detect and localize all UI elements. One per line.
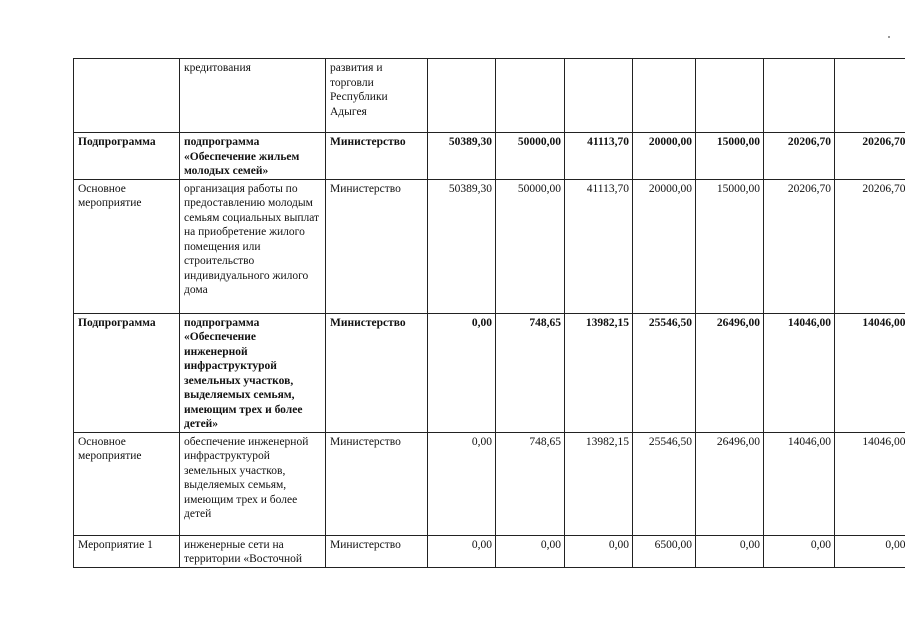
cell-type: [74, 59, 180, 133]
cell-value: 0,00: [428, 432, 496, 535]
cell-value: 14046,00: [764, 313, 835, 432]
cell-value: [764, 59, 835, 133]
table-row-main-activity: [74, 179, 905, 313]
cell-executor: Министерство: [326, 133, 428, 180]
cell-value: 6500,00: [633, 535, 696, 567]
cell-value: 748,65: [496, 313, 565, 432]
cell-value: 0,00: [764, 535, 835, 567]
cell-executor: Министерство: [326, 313, 428, 432]
cell-value: 0,00: [835, 535, 905, 567]
cell-value: [835, 59, 905, 133]
cell-value: 15000,00: [696, 179, 764, 313]
cell-value: 0,00: [565, 535, 633, 567]
cell-name: обеспечение инженерной инфраструктурой земельных участков, выделяемых семьям, имеющим трех и более детей: [180, 432, 326, 535]
cell-value: [428, 59, 496, 133]
cell-name: кредитования: [180, 59, 326, 133]
cell-type: Основное мероприятие: [74, 432, 180, 535]
cell-value: 50000,00: [496, 179, 565, 313]
cell-value: 13982,15: [565, 432, 633, 535]
cell-value: [565, 59, 633, 133]
cell-value: [633, 59, 696, 133]
table-row-subprogram: [74, 133, 905, 180]
cell-value: 20206,70: [835, 133, 905, 180]
cell-value: 20000,00: [633, 133, 696, 180]
cell-value: 50389,30: [428, 133, 496, 180]
cell-value: 15000,00: [696, 133, 764, 180]
cell-value: 13982,15: [565, 313, 633, 432]
cell-type: Мероприятие 1: [74, 535, 180, 567]
cell-executor: Министерство: [326, 432, 428, 535]
cell-type: Основное мероприятие: [74, 179, 180, 313]
cell-executor: Министерство: [326, 179, 428, 313]
cell-type: Подпрограмма: [74, 133, 180, 180]
table-row-continuation: [74, 59, 905, 133]
cell-value: 14046,00: [835, 313, 905, 432]
cell-value: 50000,00: [496, 133, 565, 180]
cell-value: 20000,00: [633, 179, 696, 313]
cell-value: 0,00: [496, 535, 565, 567]
cell-value: 0,00: [428, 313, 496, 432]
table-row-subprogram: [74, 313, 905, 432]
cell-value: 20206,70: [764, 179, 835, 313]
cell-value: 41113,70: [565, 179, 633, 313]
cell-value: 748,65: [496, 432, 565, 535]
cell-name: подпрограмма «Обеспечение жильем молодых семей»: [180, 133, 326, 180]
cell-value: 14046,00: [764, 432, 835, 535]
cell-value: 20206,70: [835, 179, 905, 313]
cell-value: 20206,70: [764, 133, 835, 180]
cell-name: организация работы по предоставлению молодым семьям социальных выплат на приобретение жилого помещения или строительство индивидуального жилого дома: [180, 179, 326, 313]
cell-value: 25546,50: [633, 313, 696, 432]
table-row-activity: [74, 535, 905, 567]
cell-name: подпрограмма «Обеспечение инженерной инфраструктурой земельных участков, выделяемых семьям, имеющим трех и более детей»: [180, 313, 326, 432]
cell-executor: Министерство: [326, 535, 428, 567]
cell-value: 26496,00: [696, 432, 764, 535]
cell-value: 14046,00: [835, 432, 905, 535]
cell-name: инженерные сети на территории «Восточной: [180, 535, 326, 567]
cell-value: [696, 59, 764, 133]
scan-speck: [888, 36, 890, 38]
cell-value: 41113,70: [565, 133, 633, 180]
cell-value: 0,00: [428, 535, 496, 567]
cell-value: [496, 59, 565, 133]
cell-type: Подпрограмма: [74, 313, 180, 432]
cell-executor: развития и торговли Республики Адыгея: [326, 59, 428, 133]
cell-value: 26496,00: [696, 313, 764, 432]
cell-value: 25546,50: [633, 432, 696, 535]
budget-table: [73, 58, 905, 568]
cell-value: 50389,30: [428, 179, 496, 313]
cell-value: 0,00: [696, 535, 764, 567]
table-row-main-activity: [74, 432, 905, 535]
